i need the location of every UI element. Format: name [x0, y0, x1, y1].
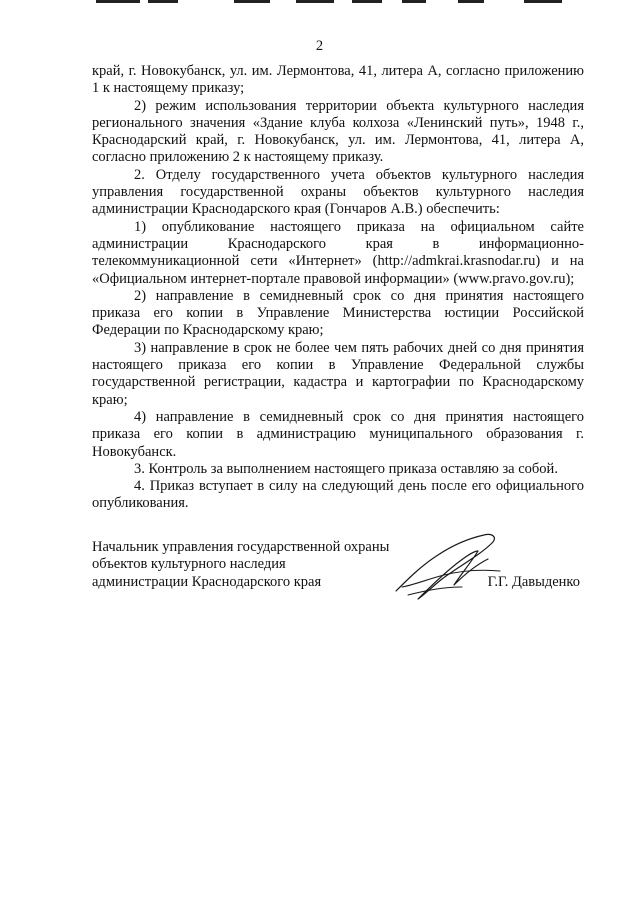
- paragraph: край, г. Новокубанск, ул. им. Лермонтова, 41, литера А, согласно приложению 1 к настоящему приказу;: [92, 63, 584, 97]
- signatory-name: Г.Г. Давыденко: [487, 573, 580, 590]
- signature-block: [92, 539, 584, 599]
- paragraph: 2) направление в семидневный срок со дня принятия настоящего приказа его копии в Управление Министерства юстиции Российской Федерации по Краснодарскому краю;: [92, 287, 584, 339]
- page-number: 2: [315, 38, 324, 54]
- signatory-position-line: Начальник управления государственной охраны: [92, 539, 390, 555]
- signatory-position: [92, 539, 412, 591]
- document-body: [92, 63, 584, 513]
- paragraph: 1) опубликование настоящего приказа на официальном сайте администрации Краснодарского края в информационно-телекоммуникационной сети «Интернет» (http://admkrai.krasnodar.ru) и на «Официальном интернет-портале правовой информации» (www.pravo.gov.ru);: [92, 218, 584, 287]
- paragraph: 2. Отделу государственного учета объектов культурного наследия управления государственной охраны объектов культурного наследия администрации Краснодарского края (Гончаров А.В.) обеспечить:: [92, 166, 584, 218]
- handwritten-signature: [388, 529, 508, 609]
- paragraph: 4. Приказ вступает в силу на следующий день после его официального опубликования.: [92, 478, 584, 512]
- scan-edge-artifact: [0, 0, 639, 4]
- signatory-position-line: объектов культурного наследия: [92, 556, 286, 573]
- paragraph: 3) направление в срок не более чем пять рабочих дней со дня принятия настоящего приказа его копии в Управление Федеральной службы государственной регистрации, кадастра и картографии по Краснодарскому краю;: [92, 339, 584, 408]
- paragraph: 3. Контроль за выполнением настоящего приказа оставляю за собой.: [134, 460, 558, 477]
- paragraph: 2) режим использования территории объекта культурного наследия регионального значения «Здание клуба колхоза «Ленинский путь», 1948 г., Краснодарский край, г. Новокубанск, ул. им. Лермонтова, 41, литера А, согласно приложению 2 к настоящему приказу.: [92, 97, 584, 166]
- paragraph: 4) направление в семидневный срок со дня принятия настоящего приказа его копии в администрацию муниципального образования г. Новокубанск.: [92, 408, 584, 460]
- signatory-position-line: администрации Краснодарского края: [92, 573, 322, 590]
